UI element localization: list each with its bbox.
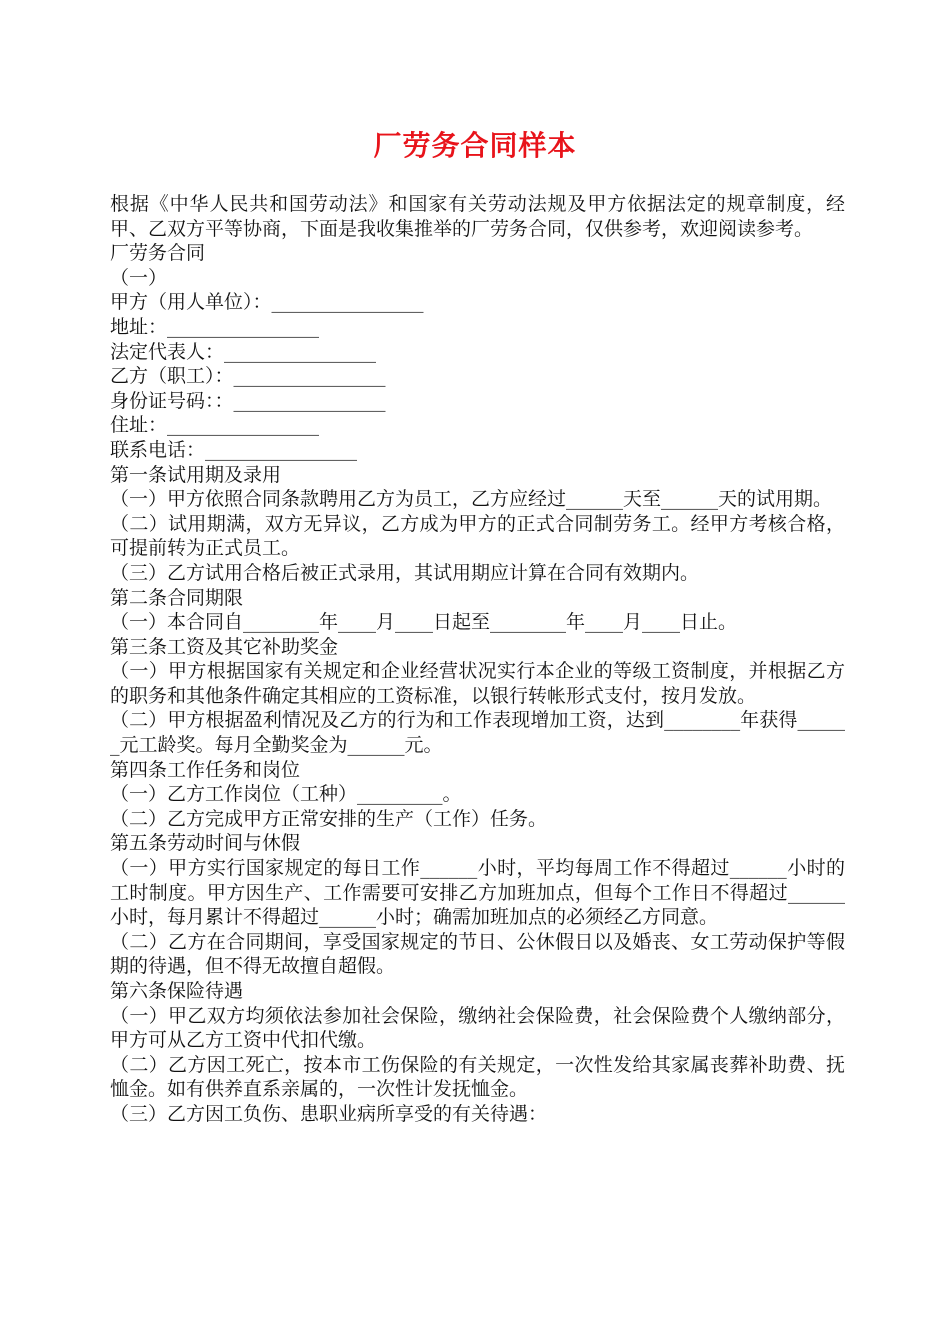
field-id-number: 身份证号码：：________________ [110,389,386,412]
article-clause: （一）甲方实行国家规定的每日工作______小时，平均每周工作不得超过______小时的工时制度。甲方因生产、工作需要可安排乙方加班加点，但每个工作日不得超过______小时，每月累计不得超过______小时；确需加班加点的必须经乙方同意。 [110,857,845,929]
article-clause: （二）乙方在合同期间，享受国家规定的节日、公休假日以及婚丧、女工劳动保护等假期的待遇，但不得无故擅自超假。 [110,930,845,978]
article-heading-3: 第三条工资及其它补助奖金 [110,635,339,658]
field-party-a: 甲方（用人单位）：________________ [110,291,424,314]
field-address: 地址：________________ [110,315,320,338]
article-clause: （一）乙方工作岗位（工种）_________。 [110,783,462,806]
article-clause: （一）甲方依照合同条款聘用乙方为员工，乙方应经过______天至______天的试用期。 [110,488,833,511]
article-clause: （一）甲乙双方均须依法参加社会保险，缴纳社会保险费，社会保险费个人缴纳部分，甲方可从乙方工资中代扣代缴。 [110,1004,845,1052]
article-clause: （二）甲方根据盈利情况及乙方的行为和工作表现增加工资，达到________年获得______元工龄奖。每月全勤奖金为______元。 [110,709,845,757]
article-heading-2: 第二条合同期限 [110,586,244,609]
article-clause: （二）试用期满，双方无异议，乙方成为甲方的正式合同制劳务工。经甲方考核合格，可提前转为正式员工。 [110,512,845,560]
field-legal-representative: 法定代表人：________________ [110,340,377,363]
article-heading-1: 第一条试用期及录用 [110,463,282,486]
paragraph-section-marker: （一） [110,266,168,289]
article-clause: （三）乙方试用合格后被正式录用，其试用期应计算在合同有效期内。 [110,561,700,584]
document-title: 厂劳务合同样本 [373,129,577,162]
article-clause: （三）乙方因工负伤、患职业病所享受的有关待遇： [110,1102,548,1125]
article-heading-6: 第六条保险待遇 [110,980,244,1002]
field-party-b: 乙方（职工）：________________ [110,365,386,388]
paragraph-intro: 根据《中华人民共和国劳动法》和国家有关劳动法规及甲方依据法定的规章制度，经甲、乙双方平等协商，下面是我收集推举的厂劳务合同，仅供参考，欢迎阅读参考。 [110,193,845,240]
field-residence: 住址：________________ [110,414,320,437]
article-heading-5: 第五条劳动时间与休假 [110,832,301,855]
article-clause: （一）本合同自________年____月____日起至________年____月____日止。 [110,611,738,634]
article-clause: （一）甲方根据国家有关规定和企业经营状况实行本企业的等级工资制度，并根据乙方的职务和其他条件确定其相应的工资标准，以银行转帐形式支付，按月发放。 [110,660,845,707]
article-clause: （二）乙方因工死亡，按本市工伤保险的有关规定，一次性发给其家属丧葬补助费、抚恤金。如有供养直系亲属的，一次性计发抚恤金。 [110,1053,845,1101]
paragraph-contract-name: 厂劳务合同 [110,242,206,265]
document-body [110,192,845,1127]
article-clause: （二）乙方完成甲方正常安排的生产（工作）任务。 [110,807,548,830]
field-phone: 联系电话：________________ [110,438,358,461]
article-heading-4: 第四条工作任务和岗位 [110,758,301,781]
